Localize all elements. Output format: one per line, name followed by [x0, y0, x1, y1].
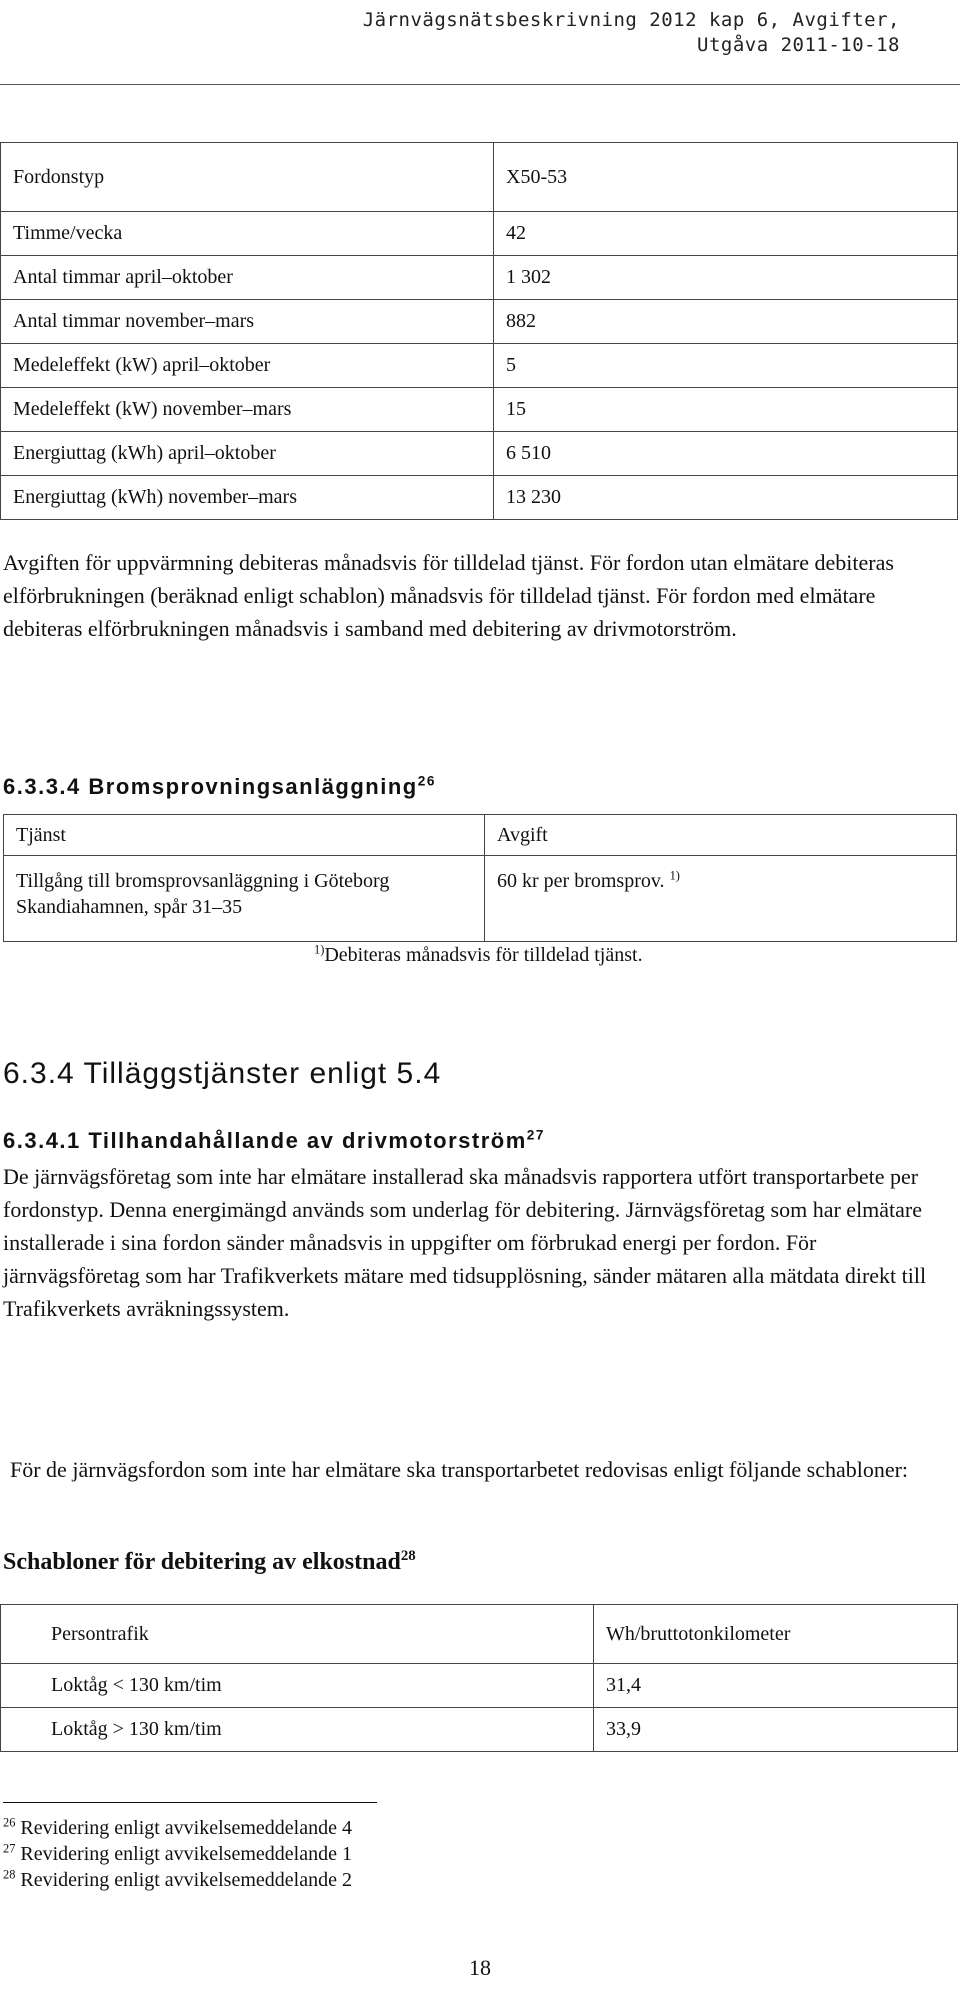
- section-heading-text: 6.3.4.1 Tillhandahållande av drivmotorström: [3, 1128, 527, 1153]
- footnote-divider: [3, 1802, 377, 1803]
- page-number: 18: [469, 1955, 491, 1980]
- footnote: [3, 1815, 352, 1841]
- table-cell: 6 510: [494, 432, 958, 476]
- table-cell: 42: [494, 212, 958, 256]
- page-header: [363, 8, 900, 58]
- table-cell: 882: [494, 300, 958, 344]
- table-row: [1, 1708, 958, 1752]
- table-cell: 33,9: [594, 1708, 958, 1752]
- table-header-cell: Tjänst: [4, 815, 485, 856]
- table-cell: [485, 856, 957, 942]
- section-heading-text: 6.3.3.4 Bromsprovningsanläggning: [3, 774, 418, 799]
- section-heading-templates: [3, 1549, 416, 1576]
- table-cell: Antal timmar november–mars: [1, 300, 494, 344]
- footnote-text: Revidering enligt avvikelsemeddelande 4: [20, 1817, 352, 1839]
- footnote-text: Revidering enligt avvikelsemeddelande 2: [20, 1869, 352, 1891]
- table-header-cell: Wh/bruttotonkilometer: [594, 1605, 958, 1664]
- table-row: [1, 300, 958, 344]
- footnote-ref: 27: [526, 1127, 545, 1143]
- table-cell: Antal timmar april–oktober: [1, 256, 494, 300]
- table-row: [1, 212, 958, 256]
- table-cell: Medeleffekt (kW) november–mars: [1, 388, 494, 432]
- footnote-ref: 1): [314, 942, 325, 957]
- fee-text: 60 kr per bromsprov.: [497, 870, 665, 892]
- table-cell: 1 302: [494, 256, 958, 300]
- service-name-line: Tillgång till bromsprovsanläggning i Göteborg: [16, 870, 390, 892]
- table-row: [1, 388, 958, 432]
- table-header-cell: Persontrafik: [1, 1605, 594, 1664]
- table-note-text: Debiteras månadsvis för tilldelad tjänst.: [324, 944, 643, 966]
- table-cell: Loktåg > 130 km/tim: [1, 1708, 594, 1752]
- footnote-ref: 26: [417, 773, 436, 789]
- table-note: [314, 944, 643, 967]
- table-cell: Medeleffekt (kW) april–oktober: [1, 344, 494, 388]
- brake-test-fee-table: [3, 814, 957, 942]
- footnote: [3, 1841, 352, 1867]
- table-header-cell: Fordonstyp: [1, 143, 494, 212]
- table-header-cell: Avgift: [485, 815, 957, 856]
- table-header-row: [4, 815, 957, 856]
- table-cell: 13 230: [494, 476, 958, 520]
- table-cell: Timme/vecka: [1, 212, 494, 256]
- table-cell: 15: [494, 388, 958, 432]
- section-heading-traction-power: [3, 1128, 545, 1154]
- table-row: [1, 476, 958, 520]
- header-edition: Utgåva 2011-10-18: [697, 34, 900, 56]
- table-cell: Energiuttag (kWh) april–oktober: [1, 432, 494, 476]
- footnote-number: 26: [3, 1815, 16, 1830]
- table-cell: [4, 856, 485, 942]
- section-heading-additional-services: 6.3.4 Tilläggstjänster enligt 5.4: [3, 1057, 442, 1090]
- table-header-cell: X50-53: [494, 143, 958, 212]
- footnote-ref: 1): [669, 868, 680, 883]
- footnote-number: 27: [3, 1841, 16, 1856]
- traction-power-paragraph: De järnvägsföretag som inte har elmätare installerad ska månadsvis rapportera utfört transportarbete per fordonstyp. Denna energimängd används som underlag för debitering. Järnvägsföretag som har elmätare installerade i sina fordon sänder månadsvis in uppgifter om förbrukad energi per fordon. För järnvägsföretag som har Trafikverkets mätare med tidsupplösning, sänder mätaren alla mätdata direkt till Trafikverkets avräkningssystem.: [3, 1164, 927, 1321]
- table-row: [1, 1664, 958, 1708]
- section-heading-brake-test: [3, 774, 436, 800]
- table-header-row: [1, 1605, 958, 1664]
- templates-intro-paragraph: För de järnvägsfordon som inte har elmätare ska transportarbetet redovisas enligt följande schabloner:: [10, 1457, 909, 1482]
- vehicle-heating-table: [0, 142, 958, 520]
- table-row: [4, 856, 957, 942]
- table-cell: Energiuttag (kWh) november–mars: [1, 476, 494, 520]
- footnote-number: 28: [3, 1867, 16, 1882]
- table-row: [1, 344, 958, 388]
- table-row: [1, 432, 958, 476]
- table-cell: 5: [494, 344, 958, 388]
- header-divider: [0, 84, 960, 85]
- table-row: [1, 256, 958, 300]
- heating-billing-paragraph: Avgiften för uppvärmning debiteras månadsvis för tilldelad tjänst. För fordon utan elmätare debiteras elförbrukningen (beräknad enligt schablon) månadsvis för tilldelad tjänst. För fordon med elmätare debiteras elförbrukningen månadsvis i samband med debitering av drivmotorström.: [3, 550, 894, 641]
- footnote: [3, 1867, 352, 1893]
- footnote-text: Revidering enligt avvikelsemeddelande 1: [20, 1843, 352, 1865]
- table-header-row: [1, 143, 958, 212]
- header-title: Järnvägsnätsbeskrivning 2012 kap 6, Avgifter,: [362, 9, 900, 31]
- energy-template-table: [0, 1604, 958, 1752]
- section-heading-text: Schabloner för debitering av elkostnad: [3, 1549, 401, 1575]
- footnote-ref: 28: [400, 1548, 416, 1564]
- service-name-line: Skandiahamnen, spår 31–35: [16, 896, 243, 918]
- table-cell: 31,4: [594, 1664, 958, 1708]
- table-cell: Loktåg < 130 km/tim: [1, 1664, 594, 1708]
